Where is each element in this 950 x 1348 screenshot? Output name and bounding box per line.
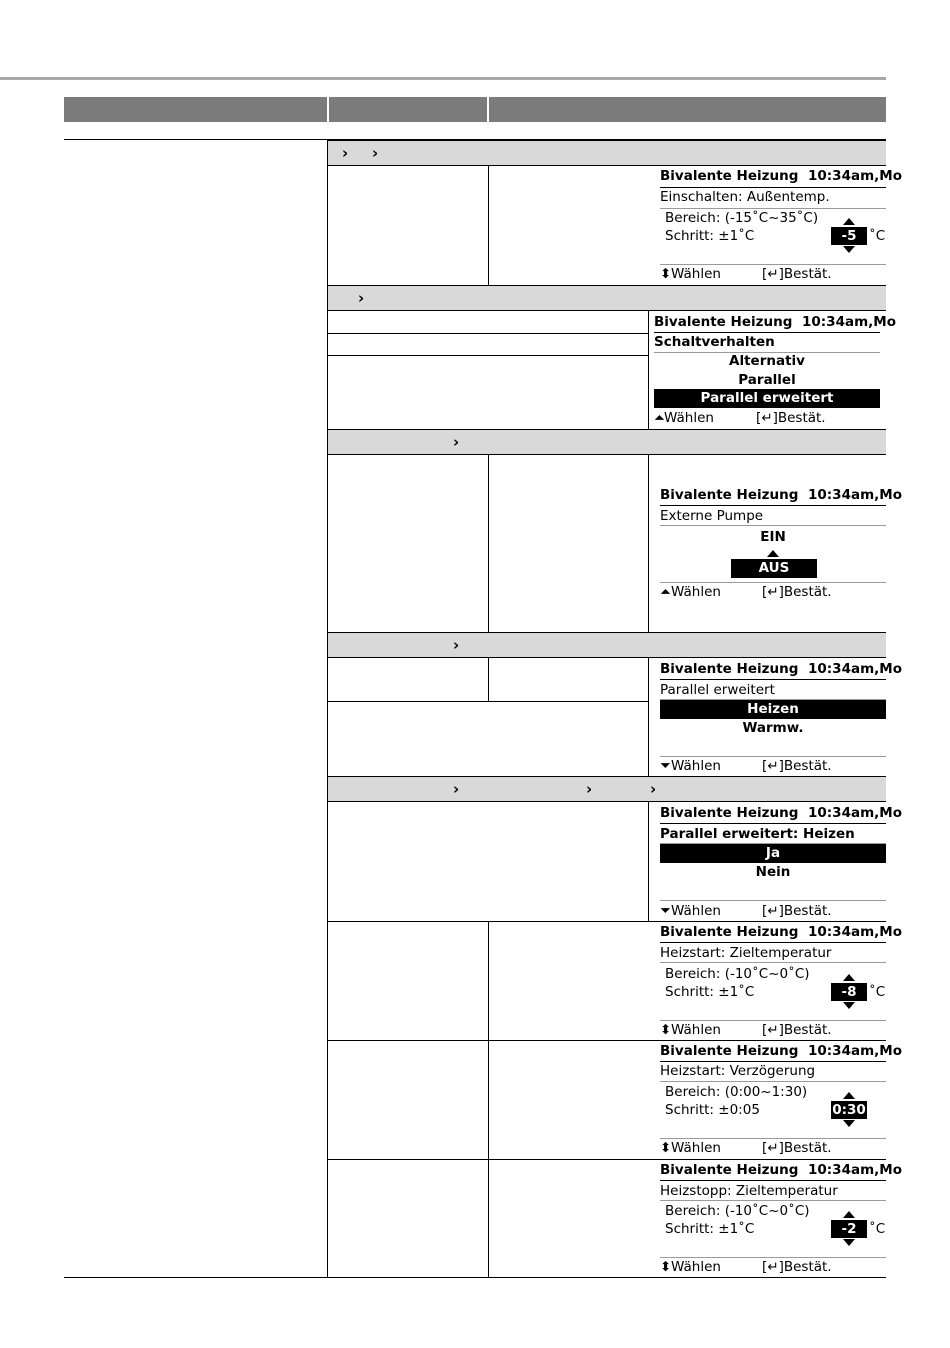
screen-time: 10:34am,Mo [808, 661, 902, 677]
range-label: Bereich: (-10˚C~0˚C) [665, 966, 810, 982]
footer-select: Wählen [671, 584, 721, 600]
option-item-selected: AUS [731, 559, 817, 578]
step-label: Schritt: ±1˚C [665, 1221, 755, 1237]
cell-divider [648, 455, 649, 632]
screen-title: Bivalente Heizung [654, 314, 793, 330]
arrow-up-icon [843, 218, 855, 225]
chevron-right-icon: › [453, 433, 460, 451]
option-item: Alternativ [729, 353, 805, 369]
value-box: -5 [831, 227, 867, 245]
arrow-up-icon [843, 1211, 855, 1218]
screen-subtitle: Parallel erweitert: Heizen [660, 826, 855, 842]
cell-divider [488, 166, 489, 285]
footer-select: Wählen [671, 266, 721, 282]
section-band [328, 285, 886, 311]
screen-subtitle: Parallel erweitert [660, 682, 775, 698]
range-label: Bereich: (0:00~1:30) [665, 1084, 808, 1100]
chevron-right-icon: › [453, 636, 460, 654]
screen-time: 10:34am,Mo [802, 314, 896, 330]
section-band [328, 140, 886, 166]
screen-subtitle: Externe Pumpe [660, 508, 764, 524]
screen-time: 10:34am,Mo [808, 168, 902, 184]
arrow-up-icon [843, 1092, 855, 1099]
display-screen-schaltverhalten [654, 311, 896, 429]
up-arrow-icon: ⏶ [654, 410, 665, 426]
up-arrow-icon: ⏶ [660, 584, 671, 600]
chevron-right-icon: › [372, 144, 379, 162]
chevron-right-icon: › [650, 780, 657, 798]
cell-divider [648, 802, 649, 921]
screen-time: 10:34am,Mo [808, 805, 902, 821]
screen-title: Bivalente Heizung [660, 805, 799, 821]
section-band [328, 776, 886, 802]
footer-select: Wählen [671, 1140, 721, 1156]
section-band [328, 429, 886, 455]
table-bottom-rule [64, 1277, 886, 1278]
cell-rule [328, 333, 648, 334]
arrow-down-icon [843, 1239, 855, 1246]
display-screen-heizstart-verzoegerung [660, 1041, 902, 1159]
screen-subtitle: Schaltverhalten [654, 334, 775, 350]
cell-divider [648, 658, 649, 776]
updown-arrow-icon: ⬍ [660, 266, 672, 282]
value-box: -8 [831, 983, 867, 1001]
footer-select: Wählen [671, 758, 721, 774]
unit-label: ˚C [869, 1221, 886, 1237]
arrow-down-icon [843, 246, 855, 253]
cell-divider [488, 921, 489, 1277]
screen-title: Bivalente Heizung [660, 661, 799, 677]
footer-confirm: [↵]Bestät. [756, 410, 826, 426]
footer-confirm: [↵]Bestät. [762, 758, 832, 774]
cell-divider [488, 455, 489, 632]
arrow-down-icon [843, 1002, 855, 1009]
screen-subtitle: Heizstart: Zieltemperatur [660, 945, 832, 961]
arrow-down-icon [843, 1120, 855, 1127]
arrow-up-icon [767, 550, 779, 557]
display-screen-heizstart-ziel [660, 922, 902, 1040]
option-item-selected: Ja [660, 844, 886, 863]
footer-confirm: [↵]Bestät. [762, 266, 832, 282]
screen-time: 10:34am,Mo [808, 1043, 902, 1059]
footer-confirm: [↵]Bestät. [762, 903, 832, 919]
option-item: Nein [755, 864, 791, 880]
screen-title: Bivalente Heizung [660, 168, 799, 184]
down-arrow-icon: ⏷ [660, 903, 671, 919]
step-label: Schritt: ±0:05 [665, 1102, 760, 1118]
chevron-right-icon: › [586, 780, 593, 798]
cell-divider [488, 658, 489, 701]
step-label: Schritt: ±1˚C [665, 228, 755, 244]
arrow-up-icon [843, 974, 855, 981]
chevron-right-icon: › [453, 780, 460, 798]
table-header-col1 [64, 97, 327, 122]
top-rule [0, 77, 886, 80]
cell-rule [328, 355, 648, 356]
display-screen-externe-pumpe [660, 485, 902, 603]
screen-title: Bivalente Heizung [660, 487, 799, 503]
range-label: Bereich: (-15˚C~35˚C) [665, 210, 819, 226]
chevron-right-icon: › [342, 144, 349, 162]
option-item-selected: Parallel erweitert [654, 389, 880, 408]
option-item: Parallel [738, 372, 796, 388]
screen-subtitle: Heizstart: Verzögerung [660, 1063, 816, 1079]
screen-time: 10:34am,Mo [808, 487, 902, 503]
screen-title: Bivalente Heizung [660, 1162, 799, 1178]
section-band [328, 632, 886, 658]
screen-subtitle: Heizstopp: Zieltemperatur [660, 1183, 838, 1199]
table-header-col3 [489, 97, 886, 122]
down-arrow-icon: ⏷ [660, 758, 671, 774]
display-screen-heizstopp-ziel [660, 1160, 902, 1277]
cell-rule [328, 701, 648, 702]
screen-time: 10:34am,Mo [808, 924, 902, 940]
updown-arrow-icon: ⬍ [660, 1140, 672, 1156]
option-item-selected: Heizen [660, 700, 886, 719]
screen-subtitle: Einschalten: Außentemp. [660, 189, 830, 205]
screen-title: Bivalente Heizung [660, 1043, 799, 1059]
value-box: 0:30 [832, 1102, 866, 1118]
footer-select: Wählen [664, 410, 714, 426]
updown-arrow-icon: ⬍ [660, 1022, 672, 1038]
unit-label: ˚C [869, 984, 886, 1000]
table-header-col2 [329, 97, 487, 122]
option-item: EIN [760, 529, 786, 545]
footer-confirm: [↵]Bestät. [762, 1259, 832, 1275]
option-item: Warmw. [742, 720, 804, 736]
range-label: Bereich: (-10˚C~0˚C) [665, 1203, 810, 1219]
updown-arrow-icon: ⬍ [660, 1259, 672, 1275]
screen-time: 10:34am,Mo [808, 1162, 902, 1178]
footer-select: Wählen [671, 1022, 721, 1038]
footer-select: Wählen [671, 903, 721, 919]
display-screen-aussentemp [660, 166, 902, 284]
footer-confirm: [↵]Bestät. [762, 1022, 832, 1038]
display-screen-parallel-erweitert [660, 659, 902, 776]
cell-divider [648, 311, 649, 429]
value-box: -2 [831, 1220, 867, 1238]
unit-label: ˚C [869, 228, 886, 244]
footer-select: Wählen [671, 1259, 721, 1275]
footer-confirm: [↵]Bestät. [762, 1140, 832, 1156]
chevron-right-icon: › [358, 289, 365, 307]
footer-confirm: [↵]Bestät. [762, 584, 832, 600]
screen-title: Bivalente Heizung [660, 924, 799, 940]
display-screen-parallel-heizen [660, 803, 902, 921]
step-label: Schritt: ±1˚C [665, 984, 755, 1000]
